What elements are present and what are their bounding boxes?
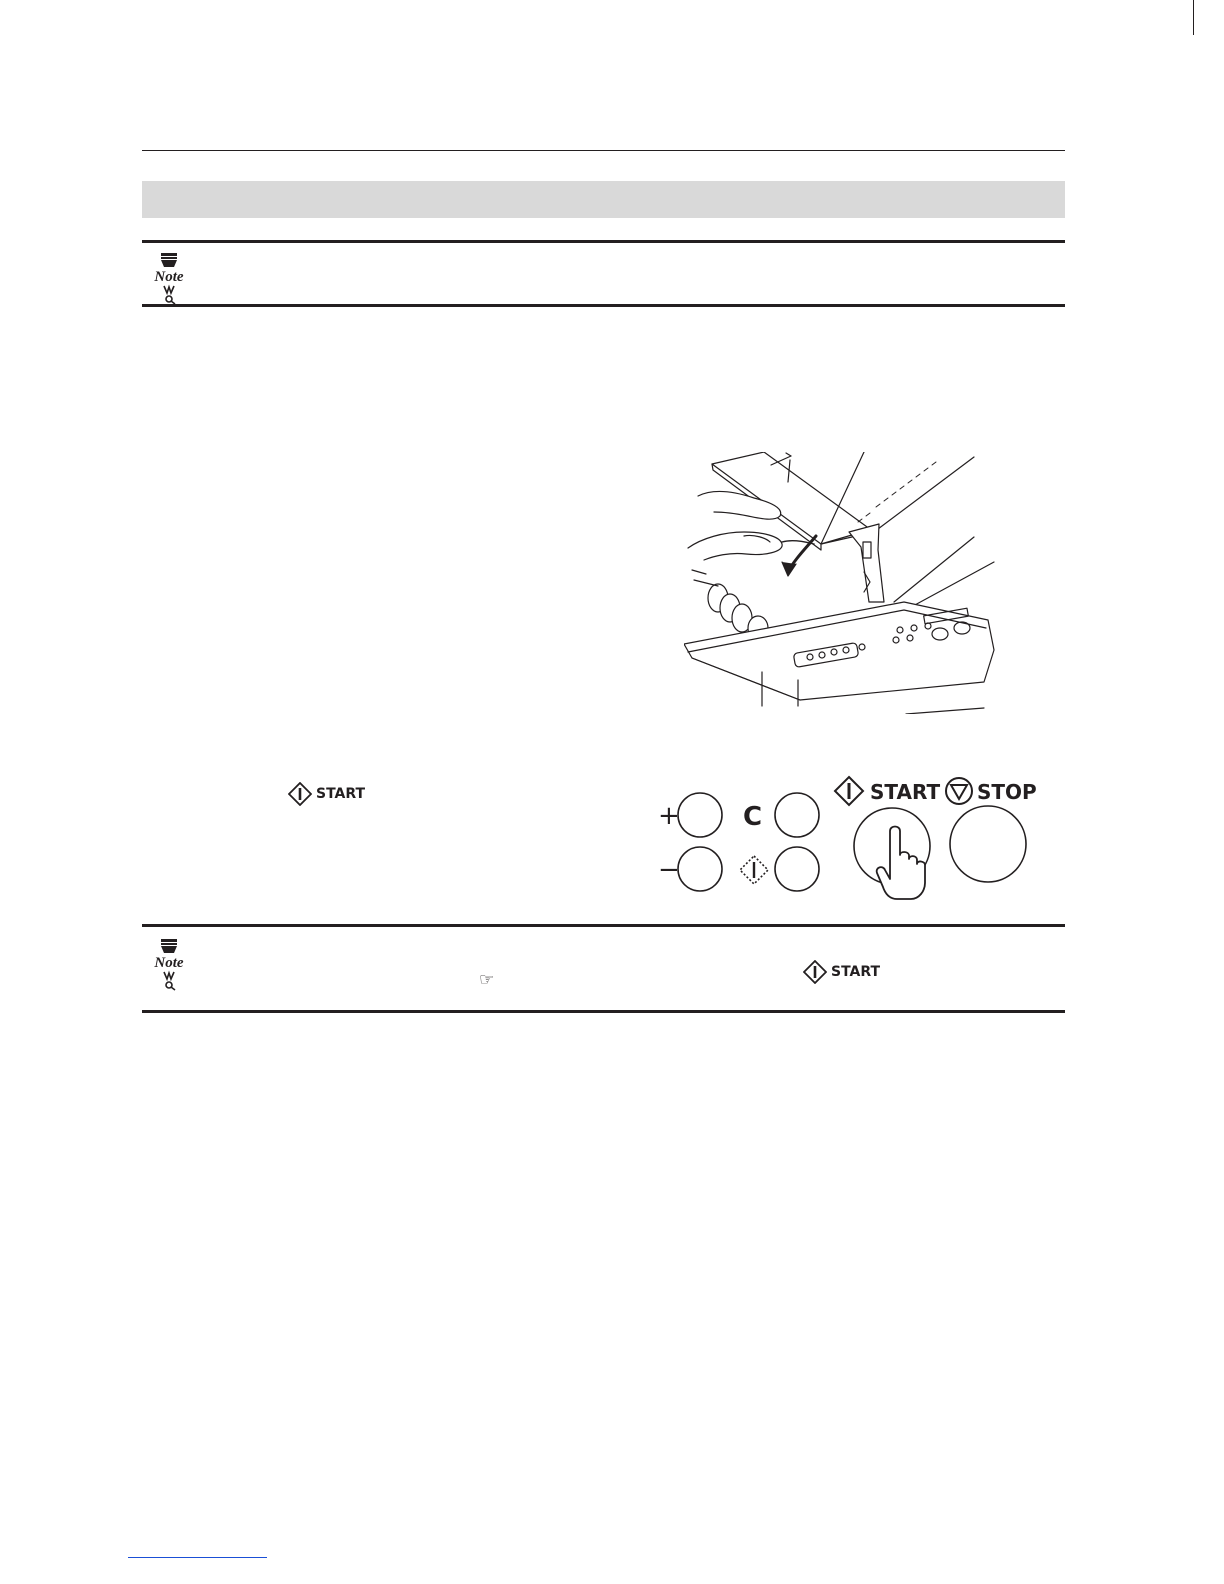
- minus-key: [678, 847, 722, 891]
- plus-label: +: [658, 801, 680, 831]
- test-key: [775, 847, 819, 891]
- link-underline[interactable]: [128, 1557, 267, 1558]
- note-icon: [150, 939, 188, 991]
- note-box-2: [142, 924, 1065, 1013]
- start-key-note: [803, 960, 880, 984]
- start-key-note-label: START: [831, 964, 881, 980]
- start-key-label: START: [316, 786, 366, 802]
- start-diamond-icon: [803, 960, 827, 984]
- note-box-1: [142, 240, 1065, 307]
- stop-key: [950, 806, 1026, 882]
- test-diamond-icon: [740, 856, 768, 884]
- plus-key: [678, 793, 722, 837]
- start-key-inline: [288, 782, 365, 806]
- control-panel-illustration: [643, 775, 1038, 905]
- start-diamond-icon: [288, 782, 312, 806]
- printer-illustration: [684, 452, 996, 714]
- note-icon-label: Note: [154, 955, 184, 971]
- pointing-hand-icon: ☞: [479, 970, 495, 990]
- note-icon: [150, 253, 188, 305]
- header-rule: [142, 150, 1065, 151]
- pressing-hand-icon: [877, 827, 925, 900]
- start-header-label: START: [870, 780, 941, 804]
- note-icon-label: Note: [154, 269, 184, 285]
- stop-header-label: STOP: [977, 780, 1037, 804]
- page-edge-mark: [1193, 0, 1194, 35]
- minus-label: −: [658, 855, 680, 885]
- section-heading-bar: [142, 181, 1065, 218]
- start-diamond-icon: [835, 777, 863, 805]
- stop-triangle-icon: [946, 778, 972, 804]
- clear-key: [775, 793, 819, 837]
- clear-label: C: [743, 802, 763, 832]
